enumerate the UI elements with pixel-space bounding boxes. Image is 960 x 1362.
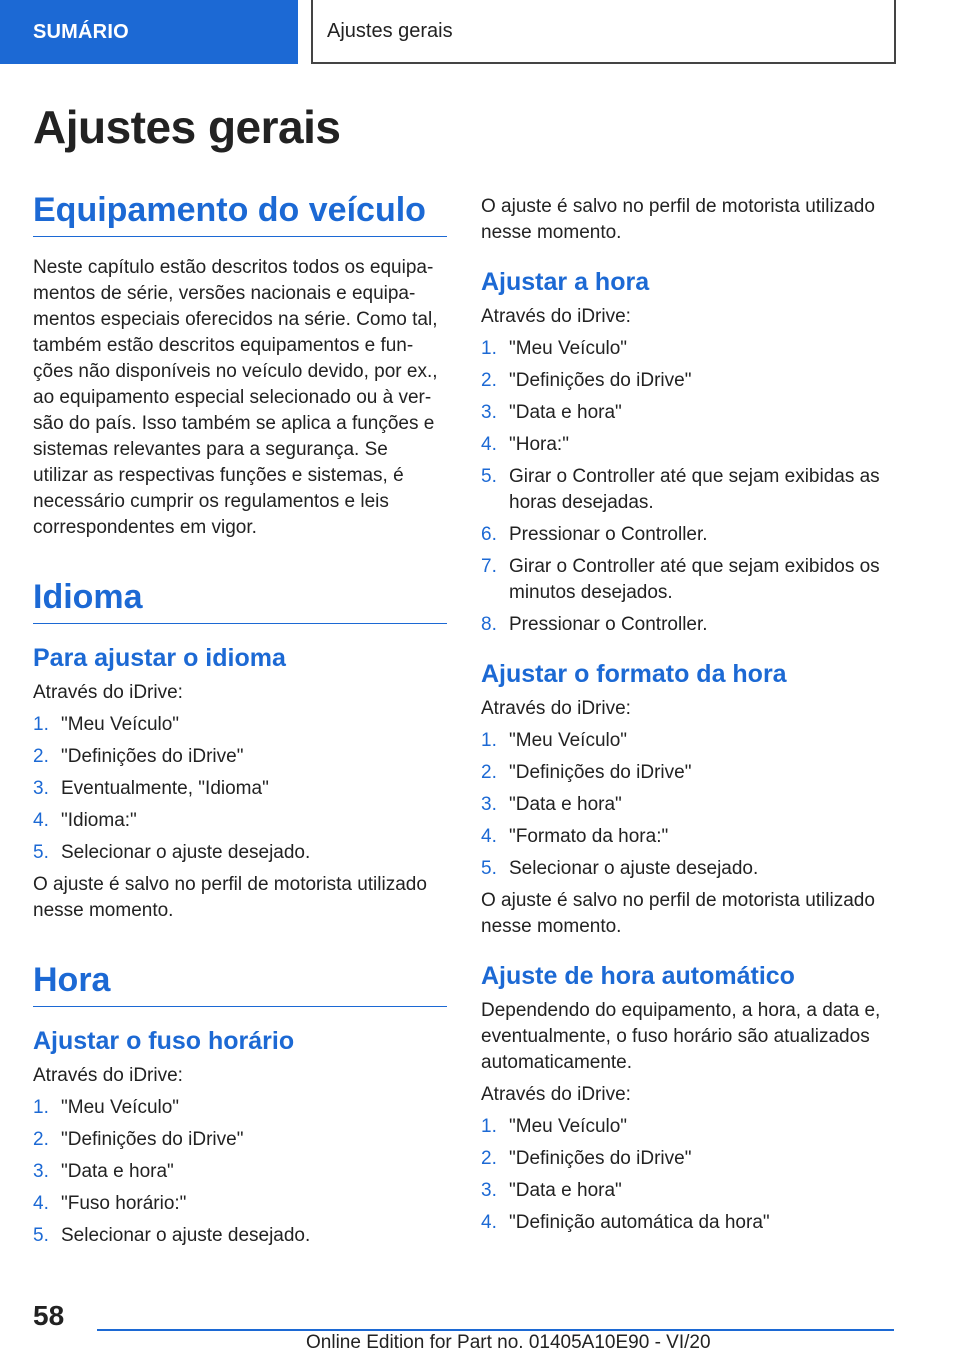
list-item — [481, 432, 895, 458]
list-item — [33, 1159, 447, 1185]
language-note: O ajuste é salvo no perfil de motorista utilizado nesse momento. — [33, 874, 427, 921]
list-item — [481, 728, 895, 754]
list-item — [33, 1223, 447, 1249]
step-text: Pressionar o Controller. — [509, 524, 708, 545]
list-item — [481, 464, 895, 516]
time-format-subheading: Ajustar o formato da hora — [481, 660, 787, 688]
language-steps — [33, 712, 447, 866]
step-text: Girar o Controller até que sejam exibidos os minutos desejados. — [509, 556, 880, 603]
time-steps — [481, 336, 895, 638]
list-item — [33, 776, 447, 802]
list-item — [481, 1114, 895, 1140]
language-via-text: Através do iDrive: — [33, 682, 183, 703]
step-text: "Meu Veículo" — [61, 714, 180, 735]
step-text: "Definições do iDrive" — [509, 762, 692, 783]
timezone-via-text: Através do iDrive: — [33, 1065, 183, 1086]
list-item — [481, 1146, 895, 1172]
set-timezone-subheading: Ajustar o fuso horário — [33, 1027, 295, 1055]
list-item — [33, 1095, 447, 1121]
step-number: 1. — [481, 730, 497, 751]
step-text: "Meu Veículo" — [509, 338, 628, 359]
step-text: Selecionar o ajuste desejado. — [509, 858, 759, 879]
list-item — [481, 856, 895, 882]
auto-time-steps — [481, 1114, 895, 1236]
page-title: Ajustes gerais — [33, 101, 341, 153]
step-number: 1. — [481, 1116, 497, 1137]
step-number: 3. — [481, 1180, 497, 1201]
summary-tab[interactable]: SUMÁRIO — [0, 0, 298, 64]
step-text: Selecionar o ajuste desejado. — [61, 842, 311, 863]
step-number: 3. — [481, 402, 497, 423]
step-number: 2. — [481, 370, 497, 391]
step-number: 3. — [33, 1161, 49, 1182]
step-text: Eventualmente, "Idioma" — [61, 778, 269, 799]
step-text: "Hora:" — [509, 434, 569, 455]
list-item — [481, 1178, 895, 1204]
auto-time-subheading: Ajuste de hora automático — [481, 962, 795, 990]
auto-time-via-text: Através do iDrive: — [481, 1084, 631, 1105]
equipment-paragraph: Neste capítulo estão descritos todos os equipa-mentos de série, versões nacionais e equipa-mentos especiais oferecidos na série. Como tal, também estão descritos equipamentos e fun-ções não disponíveis no veículo devido, por ex., ao equipamento especial selecionado ou à ver-são do país. Isso também se aplica a funções e sistemas relevantes para a segurança. Se utilizar as respectivas funções e sistemas, é necessário cumprir os regulamentos e leis correspondentes em vigor. — [33, 257, 438, 538]
time-format-steps — [481, 728, 895, 882]
set-time-subheading: Ajustar a hora — [481, 268, 650, 296]
time-format-note: O ajuste é salvo no perfil de motorista utilizado nesse momento. — [481, 890, 875, 937]
step-number: 4. — [481, 826, 497, 847]
step-text: "Fuso horário:" — [61, 1193, 187, 1214]
step-text: "Definições do iDrive" — [61, 746, 244, 767]
list-item — [481, 554, 895, 606]
list-item — [481, 368, 895, 394]
step-number: 5. — [33, 1225, 49, 1246]
time-via-text: Através do iDrive: — [481, 306, 631, 327]
step-text: "Definição automática da hora" — [509, 1212, 770, 1233]
step-text: "Data e hora" — [509, 1180, 622, 1201]
step-text: "Definições do iDrive" — [509, 370, 692, 391]
list-item — [481, 612, 895, 638]
step-text: "Meu Veículo" — [509, 1116, 628, 1137]
step-number: 6. — [481, 524, 497, 545]
step-number: 4. — [481, 434, 497, 455]
footer-divider — [97, 1329, 894, 1331]
step-number: 1. — [33, 1097, 49, 1118]
step-text: "Meu Veículo" — [61, 1097, 180, 1118]
step-text: "Data e hora" — [509, 402, 622, 423]
step-number: 2. — [33, 746, 49, 767]
auto-time-paragraph: Dependendo do equipamento, a hora, a data e, eventualmente, o fuso horário são atualizados automaticamente. — [481, 1000, 881, 1073]
list-item — [33, 744, 447, 770]
list-item — [33, 808, 447, 834]
step-text: "Definições do iDrive" — [509, 1148, 692, 1169]
step-text: Selecionar o ajuste desejado. — [61, 1225, 311, 1246]
chapter-tab[interactable]: Ajustes gerais — [311, 0, 896, 64]
list-item — [33, 840, 447, 866]
step-text: "Formato da hora:" — [509, 826, 669, 847]
step-text: "Meu Veículo" — [509, 730, 628, 751]
step-number: 2. — [481, 762, 497, 783]
step-text: "Data e hora" — [61, 1161, 174, 1182]
step-text: "Definições do iDrive" — [61, 1129, 244, 1150]
list-item — [481, 336, 895, 362]
list-item — [481, 792, 895, 818]
step-number: 4. — [33, 1193, 49, 1214]
step-number: 5. — [481, 466, 497, 487]
step-number: 1. — [33, 714, 49, 735]
timezone-note: O ajuste é salvo no perfil de motorista utilizado nesse momento. — [481, 196, 875, 243]
set-language-subheading: Para ajustar o idioma — [33, 644, 286, 672]
list-item — [33, 1127, 447, 1153]
step-number: 2. — [481, 1148, 497, 1169]
list-item — [481, 1210, 895, 1236]
list-item — [33, 1191, 447, 1217]
list-item — [481, 824, 895, 850]
step-number: 5. — [481, 858, 497, 879]
top-navigation — [0, 0, 960, 65]
step-number: 7. — [481, 556, 497, 577]
language-heading: Idioma — [33, 577, 447, 624]
page-number: 58 — [33, 1300, 65, 1331]
step-text: Girar o Controller até que sejam exibidas as horas desejadas. — [509, 466, 880, 513]
timezone-steps — [33, 1095, 447, 1249]
time-format-via-text: Através do iDrive: — [481, 698, 631, 719]
step-number: 1. — [481, 338, 497, 359]
equipment-heading: Equipamento do veículo — [33, 190, 447, 237]
step-number: 4. — [481, 1212, 497, 1233]
right-column — [481, 194, 895, 1242]
step-text: Pressionar o Controller. — [509, 614, 708, 635]
list-item — [481, 400, 895, 426]
step-number: 3. — [481, 794, 497, 815]
step-number: 8. — [481, 614, 497, 635]
list-item — [481, 760, 895, 786]
step-number: 4. — [33, 810, 49, 831]
step-number: 2. — [33, 1129, 49, 1150]
step-number: 3. — [33, 778, 49, 799]
list-item — [33, 712, 447, 738]
edition-text: Online Edition for Part no. 01405A10E90 - VI/20 — [306, 1332, 711, 1353]
left-column — [33, 190, 447, 1255]
step-number: 5. — [33, 842, 49, 863]
time-heading: Hora — [33, 960, 447, 1007]
list-item — [481, 522, 895, 548]
step-text: "Data e hora" — [509, 794, 622, 815]
step-text: "Idioma:" — [61, 810, 137, 831]
